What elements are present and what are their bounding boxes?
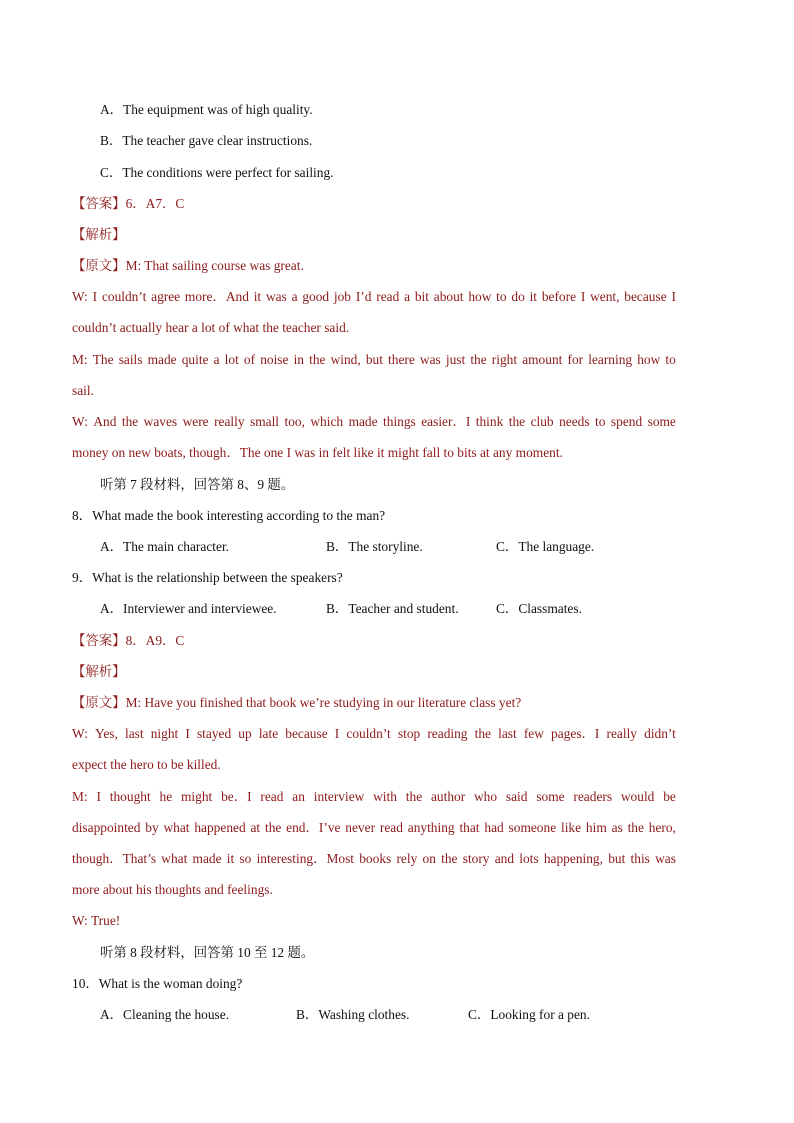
choice-b: B．The storyline. [326,539,423,554]
analysis-tag: 【解析】 [72,227,126,242]
transcript-first-line: M: Have you finished that book we’re studying in our literature class yet? [125,695,522,710]
option-b: B．The teacher gave clear instructions. [100,133,313,148]
original-tag: 【原文】 [72,258,126,273]
transcript-line: sail. [72,383,94,398]
transcript-line: W: True! [72,913,121,928]
transcript-line: W: I couldn’t agree more．And it was a good job I’d read a bit about how to do it before I went, because I [72,289,676,304]
transcript-line: disappointed by what happened at the end．I’ve never read anything that had someone like him as the hero, [72,820,676,835]
answer-row [72,631,676,651]
original-row [72,256,676,276]
question-options [100,599,734,619]
original-row [72,693,676,713]
question-stem: 10．What is the woman doing? [72,976,243,991]
choice-c: C．The language. [496,539,595,554]
original-tag: 【原文】 [72,695,126,710]
transcript-line: couldn’t actually hear a lot of what the teacher said. [72,320,350,335]
transcript-line: though．That’s what made it so interesting．Most books rely on the story and lots happening, but this was [72,851,676,866]
question-options [100,1005,734,1025]
section-instruction: 听第 8 段材料，回答第 10 至 12 题。 [100,945,315,960]
transcript-first-line: M: That sailing course was great. [125,258,304,273]
transcript-line: W: And the waves were really small too, which made things easier．I think the club needs to spend some [72,414,676,429]
answer-text: 6．A7．C [125,196,185,211]
question-stem: 8．What made the book interesting according to the man? [72,508,386,523]
analysis-tag: 【解析】 [72,664,126,679]
analysis-row [72,662,676,682]
transcript-line: M: The sails made quite a lot of noise in the wind, but there was just the right amount for learning how to [72,352,676,367]
transcript-line: W: Yes, last night I stayed up late because I couldn’t stop reading the last few pages．I really didn’t [72,726,676,741]
choice-b: B．Teacher and student. [326,601,459,616]
question-options [100,537,734,557]
answer-text: 8．A9．C [125,633,185,648]
transcript-line: more about his thoughts and feelings. [72,882,273,897]
choice-a: A．Cleaning the house. [100,1007,230,1022]
choice-a: A．The main character. [100,539,230,554]
analysis-row [72,225,676,245]
option-c: C．The conditions were perfect for sailing. [100,165,334,180]
choice-c: C．Looking for a pen. [468,1007,590,1022]
section-instruction: 听第 7 段材料，回答第 8、9 题。 [100,477,295,492]
answer-tag: 【答案】 [72,196,126,211]
option-a: A．The equipment was of high quality. [100,102,313,117]
choice-c: C．Classmates. [496,601,582,616]
answer-row [72,194,676,214]
transcript-line: expect the hero to be killed. [72,757,221,772]
answer-tag: 【答案】 [72,633,126,648]
transcript-line: M: I thought he might be．I read an interview with the author who said some readers would be [72,789,676,804]
choice-a: A．Interviewer and interviewee. [100,601,277,616]
transcript-line: money on new boats, though．The one I was in felt like it might fall to bits at any moment. [72,445,563,460]
choice-b: B．Washing clothes. [296,1007,410,1022]
question-stem: 9．What is the relationship between the speakers? [72,570,343,585]
